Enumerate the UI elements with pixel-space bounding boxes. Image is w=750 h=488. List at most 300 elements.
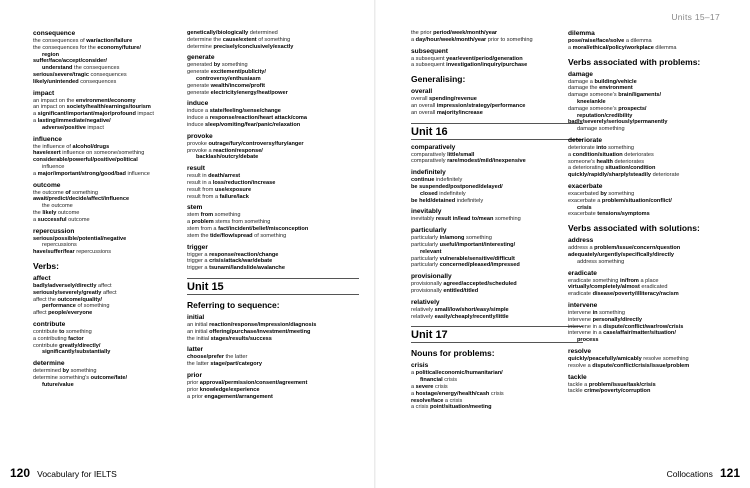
collocation-text: trigger a [187,251,210,258]
collocation-line [187,148,359,155]
headword: generate [187,54,215,62]
collocation-keyword: personally/directly [592,316,643,323]
collocation-text: induce a [187,108,210,115]
collocation-line [187,154,359,161]
collocation-keyword: lasting/immediate/negative/ [37,117,111,124]
collocation-text: a [33,216,38,223]
collocation-keyword: brain/ligaments/ [618,92,662,99]
collocation-text: provoke a [187,147,214,154]
collocation-keyword: engagement/arrangement [204,393,273,400]
collocation-keyword: in/from [619,277,639,284]
collocation-line [411,56,583,63]
collocation-text: intervene [568,309,593,316]
collocation-keyword: serious/possible/potential/negative [33,235,127,242]
collocation-keyword: agreed/accepted/scheduled [443,281,517,288]
collocation-line [33,111,205,118]
collocation-line [33,368,205,375]
collocation-line [33,190,205,197]
collocation-line [187,122,359,129]
collocation-line [33,58,205,65]
collocation-keyword: from [200,212,214,219]
collocation-text: a [568,151,573,158]
collocation-keyword: tide/flow/spread [210,232,253,239]
collocation-keyword: into [596,144,607,151]
collocation-text: exacerbate [568,211,598,218]
collocation-keyword: wealth/income/profit [210,82,266,89]
collocation-keyword: vulnerable/sensitive/difficult [439,255,515,262]
collocation-line [33,375,205,382]
headword: indefinitely [411,169,446,177]
collocation-line [568,382,736,389]
collocation-text: stems from something [213,219,271,226]
collocation-keyword: people/everyone [48,310,93,317]
collocation-keyword: resolve/face [411,397,444,404]
collocation-text: prior [187,386,200,393]
collocation-keyword: electricity/energy/heat/power [210,89,288,96]
book-title: Vocabulary for IELTS [37,469,117,479]
collocation-keyword: hostage/energy/health/cash [415,390,490,397]
collocation-text: trigger a [187,265,210,272]
collocation-keyword: stage/part/category [210,361,262,368]
collocation-keyword: relevant [420,248,442,255]
collocation-text: outcome [56,209,80,216]
collocation-keyword: crime/poverty/corruption [584,388,651,395]
collocation-text: a [411,370,416,377]
collocation-text: tackle [568,388,585,395]
collocation-keyword: be suspended/postponed/delayed/ [411,183,503,190]
collocation-text: particularly [411,241,440,248]
collocation-text: a crisis [411,404,430,411]
collocation-text: of something [256,36,291,43]
collocation-keyword: in [592,309,598,316]
collocation-text: tackle a [568,381,589,388]
collocation-text: an impact on the [33,97,76,104]
collocation-line [33,196,205,203]
collocation-text: of something [252,232,287,239]
collocation-keyword: serious/severe/tragic [33,71,89,78]
collocation-text: a [33,111,38,118]
collocation-keyword: to [59,328,65,335]
collocation-line [411,103,583,110]
collocation-text: the prior [411,30,434,36]
collocation-text: crisis [442,377,457,384]
collocation-keyword: day/hour/week/month/year [415,36,487,43]
collocation-text: crisis [489,390,504,397]
collocation-text: provoke [187,140,209,147]
headword: tackle [568,373,587,381]
collocation-text: determine something's [33,374,91,381]
collocation-line [33,171,205,178]
headword: trigger [187,243,208,251]
collocation-line [33,379,205,389]
collocation-keyword: tsunami/landslide/avalanche [209,265,285,272]
collocation-line [187,219,359,226]
collocation-keyword: condition/situation [572,151,623,158]
collocation-line [568,211,736,218]
collocation-line [411,96,583,103]
collocation-keyword: continue [411,177,435,184]
page-gutter [374,0,376,488]
collocation-line [411,235,583,242]
column-3 [411,30,583,411]
collocation-keyword: little/small [447,151,475,158]
collocation-line [568,92,736,99]
collocation-line [568,152,736,159]
collocation-line [568,356,736,363]
collocation-text: resolve a [568,362,593,369]
collocation-text: eradicated [639,284,668,291]
collocation-text: induce a [187,115,210,122]
collocation-keyword: health [596,158,613,165]
collocation-line [568,330,736,337]
collocation-text: something [70,189,98,196]
collocation-line [187,329,359,336]
collocation-text: something [606,144,634,151]
collocation-text: induce [187,121,206,128]
collocation-text: a [568,44,573,51]
collocation-text: an overall [411,102,437,109]
collocation-line [33,343,205,350]
collocation-text: contribute [33,328,60,335]
collocation-keyword: response/reaction/heart attack/coma [209,115,308,122]
collocation-line [33,217,205,224]
collocation-text: consequences [88,71,127,78]
collocation-line [411,184,583,191]
collocation-line [187,387,359,394]
collocation-keyword: performance [42,303,76,310]
collocation-text: provisionally [411,281,444,288]
collocation-keyword: response/reaction/change [209,251,279,258]
collocation-keyword: economy/future/ [97,44,141,51]
collocation-text: generate [187,82,211,89]
collocation-line [411,37,583,44]
collocation-text: the latter [187,361,211,368]
right-footer [667,466,740,480]
collocation-line [411,191,583,198]
collocation-line [411,198,583,205]
collocation-line [33,329,205,336]
collocation-keyword: factor [68,335,84,342]
collocation-text: damage something [577,126,625,133]
left-footer [10,466,117,480]
collocation-line [187,233,359,240]
collocation-keyword: financial [420,377,443,384]
collocation-text: eradicate [568,291,593,298]
collocation-keyword: have/exert [33,150,61,157]
collocation-text: affect [33,310,49,317]
collocation-text: determined [33,368,63,375]
unit-heading: Unit 16 [411,123,583,140]
collocation-line [33,164,205,171]
collocation-text: stem from a [187,225,219,232]
right-page-number: 121 [719,466,740,480]
collocation-line [411,62,583,69]
collocation-text: prior [187,379,200,386]
collocation-text: a subsequent [411,62,447,69]
collocation-line [568,278,736,285]
collocation-keyword: virtually/completely/almost [568,284,640,291]
collocation-keyword: society/health/earnings/tourism [66,104,151,111]
collocation-line [33,336,205,343]
collocation-line [568,113,736,120]
collocation-keyword: region [42,51,60,58]
collocation-text: a deteriorating [568,165,606,172]
collocation-line [187,62,359,69]
collocation-keyword: likely/unintended [33,78,79,85]
collocation-line [33,303,205,310]
collocation-line [411,281,583,288]
headword: particularly [411,227,447,235]
collocation-line [411,30,583,37]
collocation-line [411,307,583,314]
collocation-keyword: outcome/fate/ [90,374,128,381]
collocation-text: particularly [411,262,440,269]
collocation-line [187,108,359,115]
collocation-text: damage someone's [568,92,619,99]
column-2 [187,30,359,400]
collocation-keyword: fact/incident/belief/misconception [218,225,309,232]
collocation-keyword: failure/lack [219,193,249,200]
collocation-keyword: dispute/conflict/war/row/crisis [603,323,684,330]
headword: provisionally [411,273,452,281]
headword: subsequent [411,47,449,55]
collocation-text: intervene in a [568,330,604,337]
collocation-keyword: badly/adversely/directly [33,282,97,289]
collocation-text: repercussions [42,242,77,249]
collocation-text: influence [42,163,65,170]
collocation-line [568,99,736,106]
headword: provoke [187,132,213,140]
headword: outcome [33,181,61,189]
collocation-text: the latter [224,354,248,361]
collocation-line [568,38,736,45]
collocation-text: affect [101,289,117,296]
collocation-text: intervene [568,316,593,323]
collocation-line [411,152,583,159]
collocation-text: determined [248,30,278,36]
collocation-keyword: case/affair/matter/situation/ [603,330,676,337]
collocation-text: a [411,383,416,390]
collocation-text: influence [125,170,150,177]
collocation-text: determine [187,43,214,50]
collocation-keyword: future/value [42,381,74,388]
collocation-keyword: prospects/ [618,105,647,112]
collocation-text: the influence of [33,143,73,150]
collocation-line [187,258,359,265]
collocation-line [187,194,359,201]
collocation-keyword: major/important/strong/good/bad [37,170,126,177]
collocation-line [187,141,359,148]
headword: eradicate [568,269,597,277]
collocation-line [187,336,359,343]
collocation-line [33,157,205,164]
collocation-text: of something [75,303,110,310]
collocation-keyword: adequately/urgently/specifically/directly [568,251,675,258]
collocation-line [187,394,359,401]
collocation-keyword: point/situation/meeting [429,404,492,411]
collocation-keyword: use/exposure [214,186,252,193]
collocation-keyword: spending/revenue [429,96,477,103]
collocation-line [568,245,736,252]
collocation-line [411,177,583,184]
collocation-line [187,173,359,180]
collocation-text: result from [187,186,215,193]
collocation-line [33,104,205,111]
collocation-keyword: dispute/conflict/crisis/issue/problem [592,362,690,369]
collocation-line [411,249,583,256]
collocation-line [33,349,205,356]
collocation-text: determine the [187,36,223,43]
collocation-text: a [33,170,38,177]
collocation-text: indefinitely [455,197,484,204]
collocation-keyword: death/arrest [208,173,241,180]
collocation-line [33,297,205,304]
collocation-text: provisionally [411,287,444,294]
collocation-line [568,106,736,113]
collocation-keyword: pose/raise/face/solve [568,38,625,44]
collocation-keyword: be held/detained [411,197,456,204]
collocation-text: generate [187,89,211,96]
collocation-line [33,72,205,79]
collocation-keyword: problem [191,219,214,226]
headword: crisis [411,362,429,370]
collocation-keyword: situation/condition [605,165,656,172]
collocation-text: a [411,390,416,397]
collocation-line [187,212,359,219]
collocation-line [187,76,359,83]
collocation-line [411,262,583,269]
collocation-line [33,236,205,243]
collocation-keyword: reaction/response/ [213,147,263,154]
collocation-text: the initial [187,335,211,342]
collocation-keyword: environment [599,85,633,92]
collocation-line [33,144,205,151]
collocation-line [187,115,359,122]
collocation-line [187,30,359,37]
collocation-keyword: genetically/biologically [187,30,249,36]
collocation-keyword: problem/issue/concern/question [594,245,681,252]
collocation-text: a dilemma [624,38,652,44]
collocation-line [411,314,583,321]
collocation-line [568,45,736,52]
collocation-line [568,291,736,298]
collocation-line [411,370,583,377]
column-1 [33,30,205,388]
collocation-line [187,83,359,90]
collocation-text: something [464,235,492,242]
collocation-keyword: political/economic/humanitarian/ [415,370,503,377]
collocation-text: prior to something [486,36,533,43]
running-head: Units 15–17 [671,12,720,22]
headword: address [568,237,594,245]
collocation-text: affect the [33,296,58,303]
collocation-line [187,90,359,97]
collocation-text: dilemma [653,44,677,51]
collocation-keyword: process [577,337,599,344]
collocation-text: the outcome [42,203,73,210]
collocation-text: the outcome [33,189,66,196]
collocation-text: a subsequent [411,55,447,62]
collocation-keyword: greatly/directly/ [59,342,101,349]
collocation-text: an initial [187,321,210,328]
collocation-keyword: by [62,368,70,375]
collocation-keyword: problem/situation/conflict/ [601,197,672,204]
collocation-keyword: precisely/conclusively/exactly [213,43,294,50]
collocation-text: overall [411,96,430,103]
headword: prior [187,371,203,379]
collocation-keyword: cause/extent [222,36,257,43]
collocation-keyword: concerned/pleased/impressed [439,262,520,269]
collocation-text: something [69,368,97,375]
collocation-keyword: severe [415,383,434,390]
headword: overall [411,88,433,96]
collocation-keyword: entitled/titled [443,287,479,294]
collocation-text: a [411,36,416,43]
collocation-keyword: environment/economy [75,97,136,104]
collocation-keyword: offering/purchase/investment/meeting [209,328,311,335]
collocation-text: the consequences [72,65,120,72]
collocation-keyword: considerable/powerful/positive/political [33,157,138,164]
collocation-text: a place [638,277,659,284]
collocation-keyword: disease/poverty/illiteracy/racism [592,291,679,298]
collocation-line [411,256,583,263]
collocation-text: a prior [187,393,205,400]
collocation-keyword: successful [37,216,67,223]
collocation-text: something [213,212,241,219]
headword: consequence [33,30,76,37]
collocation-keyword: reaction/response/impression/diagnosis [209,321,317,328]
headword: relatively [411,298,440,306]
collocation-line [187,180,359,187]
collocation-line [411,404,583,411]
collocation-keyword: of [65,189,71,196]
collocation-keyword: by [600,190,607,197]
collocation-text: indefinitely [434,177,463,184]
collocation-keyword: problem/issue/task/crisis [588,381,656,388]
collocation-line [568,363,736,370]
collocation-line [411,384,583,391]
collocation-line [33,118,205,125]
collocation-text: something [493,216,521,223]
column-4 [568,30,736,395]
headword: resolve [568,347,592,355]
headword: comparatively [411,143,456,151]
collocation-keyword: result in/lead to/mean [435,216,494,223]
collocation-text: an impact on [33,104,67,111]
collocation-keyword: seriously/severely/greatly [33,289,102,296]
collocation-keyword: by [213,62,221,69]
collocation-line [568,205,736,212]
collocation-text: deteriorate [568,144,597,151]
collocation-text: the consequences for the [33,44,98,51]
collocation-line [568,198,736,205]
collocation-keyword: tensions/symptoms [597,211,650,218]
collocation-line [411,398,583,405]
collocation-keyword: useful/important/interesting/ [439,241,516,248]
collocation-text: generate [187,69,211,76]
collocation-text: inevitably [411,216,436,223]
collocation-keyword: period/week/month/year [433,30,498,36]
collocation-text: an overall [411,109,437,116]
collocation-line [568,284,736,291]
headword: affect [33,274,51,282]
collocation-line [33,65,205,72]
collocation-line [411,110,583,117]
collocation-keyword: quickly/peacefully/amicably [568,355,642,362]
collocation-keyword: suffer/face/accept/consider/ [33,58,107,65]
collocation-line [187,322,359,329]
collocation-text: exacerbate a [568,197,602,204]
